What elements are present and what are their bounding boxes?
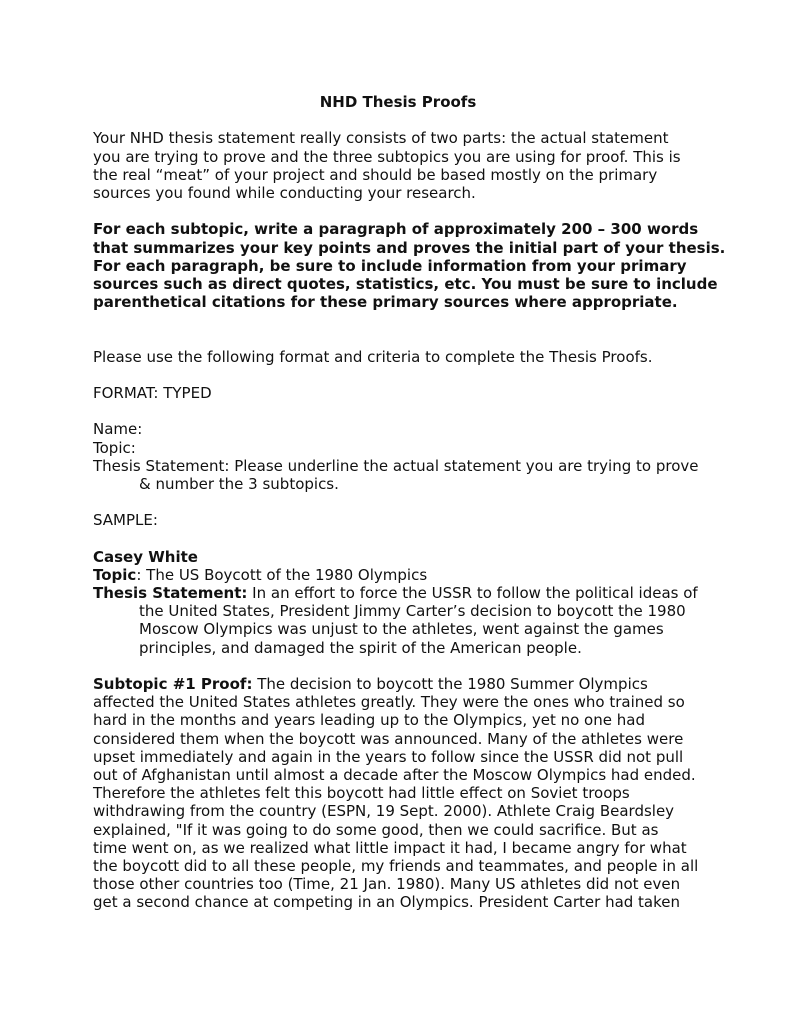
name-field-label: Name: — [93, 420, 143, 439]
sample-section — [93, 548, 733, 912]
sample-student-name: Casey White — [93, 547, 198, 566]
subtopic-proof-label: Subtopic #1 Proof: — [93, 675, 253, 694]
spacer — [93, 311, 733, 347]
subtopic-proof-continued: Therefore the athletes felt this boycott had little effect on Soviet troops — [93, 784, 630, 803]
sample-label: SAMPLE: — [93, 511, 158, 530]
sample-thesis-label: Thesis Statement: — [93, 584, 248, 603]
sample-thesis-continued: the United States, President Jimmy Carter’s decision to boycott the 1980 — [139, 602, 686, 621]
subtopic-proof-continued: withdrawing from the country (ESPN, 19 Sept. 2000). Athlete Craig Beardsley — [93, 802, 675, 821]
intro-line: you are trying to prove and the three subtopics you are using for proof. This is — [93, 147, 681, 166]
instructions-line: sources such as direct quotes, statistics, etc. You must be sure to include — [93, 274, 718, 293]
spacer — [93, 366, 733, 384]
format-fields — [93, 420, 733, 493]
document-page — [93, 93, 733, 911]
sample-topic-line — [93, 566, 733, 584]
sample-topic-label: Topic — [93, 565, 137, 584]
subtopic-proof-continued: considered them when the boycott was announced. Many of the athletes were — [93, 729, 684, 748]
subtopic-proof-continued: affected the United States athletes greatly. They were the ones who trained so — [93, 693, 685, 712]
intro-line: Your NHD thesis statement really consists of two parts: the actual statement — [93, 129, 669, 148]
subtopic-proof-continued: hard in the months and years leading up to the Olympics, yet no one had — [93, 711, 645, 730]
sample-thesis-continued: principles, and damaged the spirit of the American people. — [139, 638, 582, 657]
sample-thesis-continued: Moscow Olympics was unjust to the athletes, went against the games — [139, 620, 664, 639]
intro-line: the real “meat” of your project and should be based mostly on the primary — [93, 165, 658, 184]
sample-thesis-text: In an effort to force the USSR to follow the political ideas of — [247, 584, 698, 603]
instructions-line: that summarizes your key points and proves the initial part of your thesis. — [93, 238, 726, 257]
sample-topic-value: : The US Boycott of the 1980 Olympics — [136, 565, 428, 584]
format-intro: Please use the following format and criteria to complete the Thesis Proofs. — [93, 347, 653, 366]
spacer — [93, 530, 733, 548]
subtopic-proof-line — [93, 675, 733, 693]
subtopic-proof-text: The decision to boycott the 1980 Summer Olympics — [252, 675, 648, 694]
instructions-line: parenthetical citations for these primary sources where appropriate. — [93, 293, 678, 312]
topic-field-label: Topic: — [93, 438, 136, 457]
intro-paragraph — [93, 129, 733, 202]
instructions-line: For each subtopic, write a paragraph of approximately 200 – 300 words — [93, 220, 699, 239]
subtopic-proof-continued: get a second chance at competing in an Olympics. President Carter had taken — [93, 893, 681, 912]
subtopic-proof-continued: the boycott did to all these people, my friends and teammates, and people in all — [93, 856, 699, 875]
document-title: NHD Thesis Proofs — [319, 93, 477, 111]
spacer — [93, 111, 733, 129]
spacer — [93, 657, 733, 675]
spacer — [93, 493, 733, 511]
spacer — [93, 402, 733, 420]
thesis-field-label-continued: & number the 3 subtopics. — [139, 474, 339, 493]
subtopic-proof-continued: explained, "If it was going to do some good, then we could sacrifice. But as — [93, 820, 659, 839]
thesis-field-label: Thesis Statement: Please underline the actual statement you are trying to prove — [93, 456, 699, 475]
intro-line: sources you found while conducting your research. — [93, 183, 476, 202]
subtopic-proof-continued: upset immediately and again in the years to follow since the USSR did not pull — [93, 747, 684, 766]
instructions-line: For each paragraph, be sure to include information from your primary — [93, 256, 687, 275]
format-label: FORMAT: TYPED — [93, 384, 212, 403]
spacer — [93, 202, 733, 220]
instructions-paragraph — [93, 220, 733, 311]
subtopic-proof-continued: out of Afghanistan until almost a decade after the Moscow Olympics had ended. — [93, 765, 696, 784]
sample-thesis-line — [93, 584, 733, 602]
subtopic-proof-continued: those other countries too (Time, 21 Jan. 1980). Many US athletes did not even — [93, 875, 681, 894]
subtopic-proof-continued: time went on, as we realized what little impact it had, I became angry for what — [93, 838, 687, 857]
